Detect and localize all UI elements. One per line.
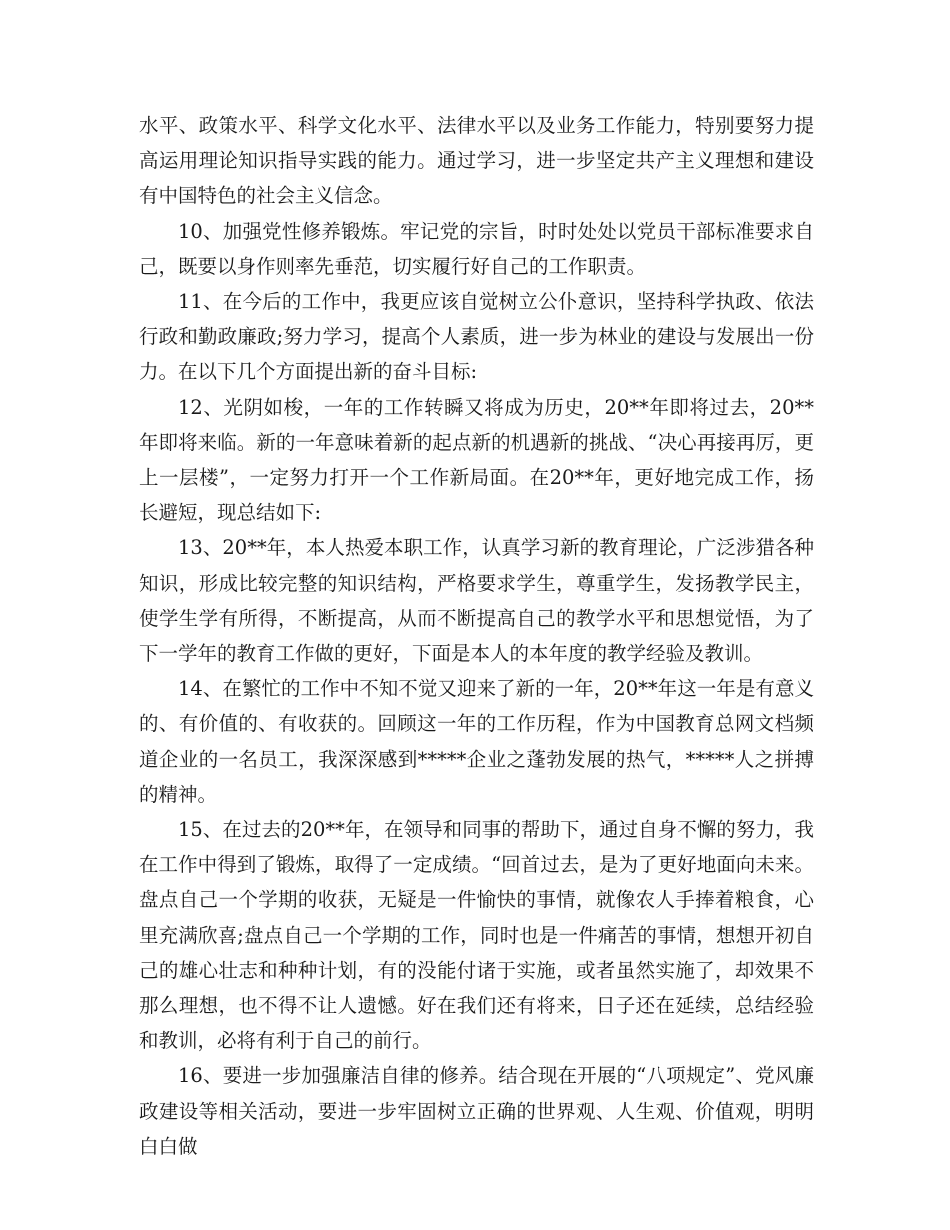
paragraph-item-10: 10、加强党性修养锻炼。牢记党的宗旨，时时处处以党员干部标准要求自己，既要以身作则率先垂范，切实履行好自己的工作职责。 <box>139 219 814 278</box>
paragraph-item-13: 13、20**年，本人热爱本职工作，认真学习新的教育理论，广泛涉猎各种知识，形成比较完整的知识结构，严格要求学生，尊重学生，发扬教学民主，使学生学有所得，不断提高，从而不断提高自己的教学水平和思想觉悟，为了下一学年的教育工作做的更好，下面是本人的本年度的教学经验及教训。 <box>139 536 814 666</box>
paragraph-continuation: 水平、政策水平、科学文化水平、法律水平以及业务工作能力，特别要努力提高运用理论知识指导实践的能力。通过学习，进一步坚定共产主义理想和建设有中国特色的社会主义信念。 <box>139 114 814 208</box>
paragraph-item-11: 11、在今后的工作中，我更应该自觉树立公仆意识，坚持科学执政、依法行政和勤政廉政;努力学习，提高个人素质，进一步为林业的建设与发展出一份力。在以下几个方面提出新的奋斗目标: <box>139 290 814 384</box>
paragraph-item-14: 14、在繁忙的工作中不知不觉又迎来了新的一年，20**年这一年是有意义的、有价值的、有收获的。回顾这一年的工作历程，作为中国教育总网文档频道企业的一名员工，我深深感到*****企业之蓬勃发展的热气，*****人之拼搏的精神。 <box>139 677 814 806</box>
paragraph-item-12: 12、光阴如梭，一年的工作转瞬又将成为历史，20**年即将过去，20**年即将来临。新的一年意味着新的起点新的机遇新的挑战、“决心再接再厉，更上一层楼”，一定努力打开一个工作新局面。在20**年，更好地完成工作，扬长避短，现总结如下: <box>139 395 814 525</box>
paragraph-item-15: 15、在过去的20**年，在领导和同事的帮助下，通过自身不懈的努力，我在工作中得到了锻炼，取得了一定成绩。“回首过去，是为了更好地面向未来。盘点自己一个学期的收获，无疑是一件愉快的事情，就像农人手捧着粮食，心里充满欣喜;盘点自己一个学期的工作，同时也是一件痛苦的事情，想想开初自己的雄心壮志和种种计划，有的没能付诸于实施，或者虽然实施了，却效果不那么理想，也不得不让人遗憾。好在我们还有将来，日子还在延续，总结经验和教训，必将有利于自己的前行。 <box>139 818 814 1053</box>
document-body <box>139 108 814 1164</box>
paragraph-item-16: 16、要进一步加强廉洁自律的修养。结合现在开展的“八项规定”、党风廉政建设等相关活动，要进一步牢固树立正确的世界观、人生观、价值观，明明白白做 <box>139 1064 814 1158</box>
